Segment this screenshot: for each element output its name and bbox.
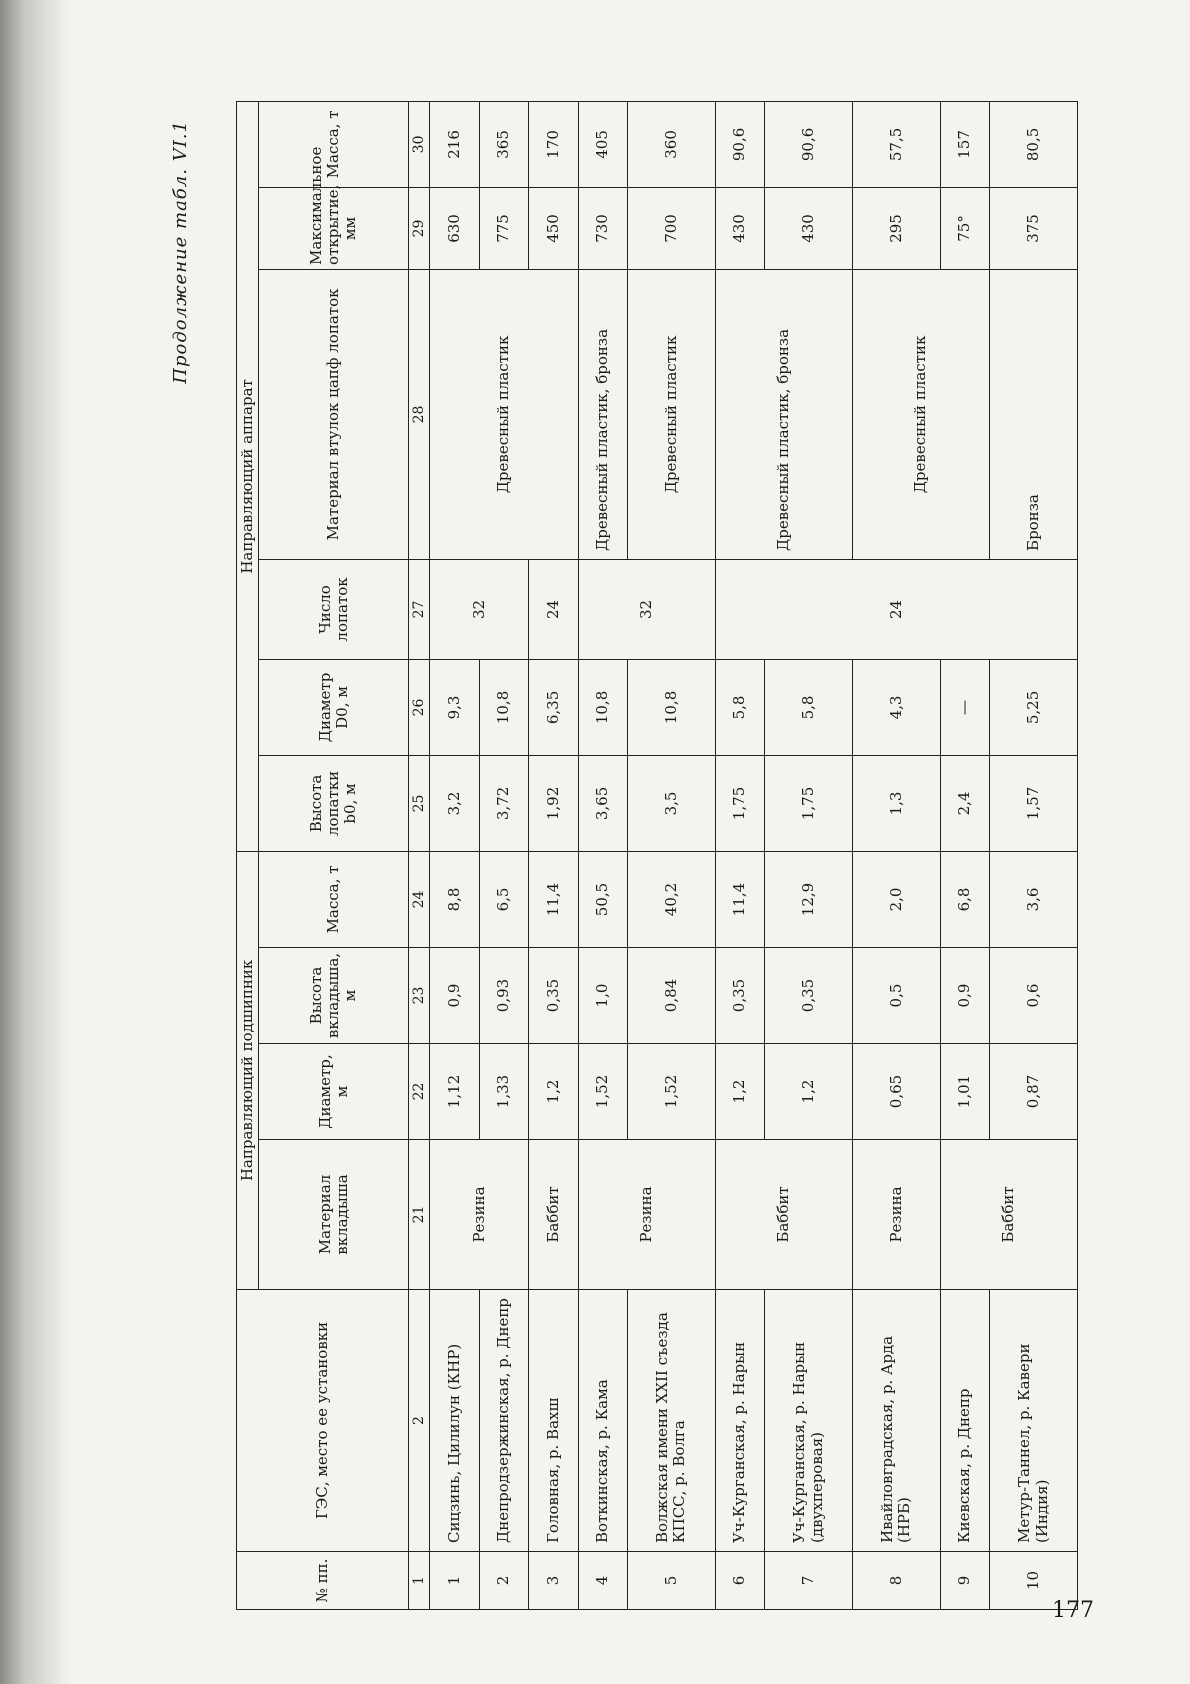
cell-d0: 10,8 [578, 659, 627, 755]
cell-liner-height: 0,35 [765, 948, 853, 1044]
cell-no: 2 [479, 1552, 528, 1610]
cell-max-opening: 630 [430, 187, 479, 269]
table-row [990, 101, 1078, 1609]
scan-edge-shadow [0, 0, 70, 1684]
col-header-blade-height: Высота лопатки b0, м [259, 755, 409, 851]
table-row [628, 101, 716, 1609]
column-number: 21 [409, 1140, 430, 1290]
column-number-row [409, 101, 430, 1609]
cell-mass: 157 [940, 101, 989, 187]
cell-blade-height: 1,3 [852, 755, 940, 851]
cell-station: Сицзинь, Цилилун (КНР) [430, 1290, 479, 1552]
cell-bushing-material: Древесный пластик, бронза [578, 269, 627, 559]
cell-station: Уч-Курганская, р. Нарын (двухперовая) [765, 1290, 853, 1552]
cell-bushing-material: Древесный пластик [628, 269, 716, 559]
cell-no: 4 [578, 1552, 627, 1610]
cell-blade-count: 24 [715, 559, 1077, 659]
cell-diameter: 1,2 [765, 1044, 853, 1140]
cell-blade-height: 3,5 [628, 755, 716, 851]
cell-d0: 4,3 [852, 659, 940, 755]
cell-liner-height: 0,6 [990, 948, 1078, 1044]
cell-blade-height: 1,57 [990, 755, 1078, 851]
table-caption: Продолжение табл. VI.1 [170, 120, 191, 384]
cell-station: Метур-Таннел, р. Кавери (Индия) [990, 1290, 1078, 1552]
cell-mass: 360 [628, 101, 716, 187]
data-table [236, 101, 1078, 1610]
column-number: 27 [409, 559, 430, 659]
cell-liner-height: 0,35 [715, 948, 764, 1044]
column-number: 25 [409, 755, 430, 851]
col-header-blade-count: Число лопаток [259, 559, 409, 659]
cell-diameter: 1,52 [578, 1044, 627, 1140]
col-header-no: № пп. [237, 1552, 409, 1610]
cell-d0: 5,25 [990, 659, 1078, 755]
col-header-bearing-mass: Масса, т [259, 851, 409, 947]
column-number: 26 [409, 659, 430, 755]
column-number: 24 [409, 851, 430, 947]
page-number: 177 [1052, 1598, 1094, 1623]
cell-diameter: 1,2 [529, 1044, 578, 1140]
group-header-apparatus: Направляющий аппарат [237, 101, 259, 851]
cell-d0: — [940, 659, 989, 755]
cell-blade-height: 3,2 [430, 755, 479, 851]
cell-d0: 10,8 [479, 659, 528, 755]
cell-max-opening: 75° [940, 187, 989, 269]
col-header-diameter-d0: Диаметр D0, м [259, 659, 409, 755]
cell-no: 9 [940, 1552, 989, 1610]
cell-diameter: 1,01 [940, 1044, 989, 1140]
cell-blade-height: 3,65 [578, 755, 627, 851]
cell-no: 7 [765, 1552, 853, 1610]
cell-mass: 90,6 [765, 101, 853, 187]
rotated-table-area [170, 100, 1090, 1610]
cell-max-opening: 700 [628, 187, 716, 269]
cell-bearing-mass: 11,4 [529, 851, 578, 947]
column-number: 1 [409, 1552, 430, 1610]
cell-station: Уч-Курганская, р. Нарын [715, 1290, 764, 1552]
cell-liner-height: 1,0 [578, 948, 627, 1044]
cell-mass: 90,6 [715, 101, 764, 187]
cell-station: Головная, р. Вахш [529, 1290, 578, 1552]
cell-mass: 80,5 [990, 101, 1078, 187]
column-number: 30 [409, 101, 430, 187]
cell-blade-height: 1,75 [765, 755, 853, 851]
table-row [430, 101, 479, 1609]
col-header-diameter: Диаметр, м [259, 1044, 409, 1140]
cell-mass: 405 [578, 101, 627, 187]
cell-max-opening: 430 [765, 187, 853, 269]
cell-liner-material: Баббит [940, 1140, 1077, 1290]
cell-station: Воткинская, р. Кама [578, 1290, 627, 1552]
cell-bushing-material: Древесный пластик [430, 269, 578, 559]
cell-station: Днепродзержинская, р. Днепр [479, 1290, 528, 1552]
cell-d0: 10,8 [628, 659, 716, 755]
cell-d0: 5,8 [715, 659, 764, 755]
col-header-max-opening: Максимальное открытие, мм [259, 187, 409, 269]
cell-d0: 9,3 [430, 659, 479, 755]
column-number: 22 [409, 1044, 430, 1140]
cell-bearing-mass: 11,4 [715, 851, 764, 947]
column-number: 23 [409, 948, 430, 1044]
cell-bearing-mass: 40,2 [628, 851, 716, 947]
cell-max-opening: 730 [578, 187, 627, 269]
cell-liner-height: 0,35 [529, 948, 578, 1044]
cell-bearing-mass: 6,5 [479, 851, 528, 947]
cell-no: 1 [430, 1552, 479, 1610]
cell-liner-material: Баббит [529, 1140, 578, 1290]
cell-d0: 5,8 [765, 659, 853, 755]
cell-liner-material: Резина [852, 1140, 940, 1290]
cell-blade-height: 1,92 [529, 755, 578, 851]
cell-no: 3 [529, 1552, 578, 1610]
cell-max-opening: 430 [715, 187, 764, 269]
cell-bearing-mass: 6,8 [940, 851, 989, 947]
cell-liner-material: Резина [578, 1140, 715, 1290]
cell-liner-height: 0,93 [479, 948, 528, 1044]
cell-station: Киевская, р. Днепр [940, 1290, 989, 1552]
cell-bushing-material: Бронза [990, 269, 1078, 559]
cell-liner-height: 0,5 [852, 948, 940, 1044]
cell-blade-count: 32 [578, 559, 715, 659]
cell-diameter: 1,52 [628, 1044, 716, 1140]
cell-no: 6 [715, 1552, 764, 1610]
cell-max-opening: 375 [990, 187, 1078, 269]
cell-bearing-mass: 3,6 [990, 851, 1078, 947]
cell-blade-height: 3,72 [479, 755, 528, 851]
column-number: 29 [409, 187, 430, 269]
cell-liner-height: 0,84 [628, 948, 716, 1044]
column-number: 28 [409, 269, 430, 559]
cell-diameter: 1,12 [430, 1044, 479, 1140]
cell-mass: 365 [479, 101, 528, 187]
cell-liner-material: Резина [430, 1140, 529, 1290]
cell-d0: 6,35 [529, 659, 578, 755]
cell-diameter: 1,2 [715, 1044, 764, 1140]
col-header-liner-height: Высота вкладыша, м [259, 948, 409, 1044]
cell-mass: 170 [529, 101, 578, 187]
cell-no: 5 [628, 1552, 716, 1610]
table-row [715, 101, 764, 1609]
col-header-bushing-material: Материал втулок цапф лопаток [259, 269, 409, 559]
cell-liner-height: 0,9 [940, 948, 989, 1044]
cell-blade-count: 24 [529, 559, 578, 659]
cell-bushing-material: Древесный пластик [852, 269, 989, 559]
cell-station: Волжская имени XXII съезда КПСС, р. Волга [628, 1290, 716, 1552]
col-header-liner-material: Материал вкладыша [259, 1140, 409, 1290]
cell-liner-material: Баббит [715, 1140, 852, 1290]
cell-bushing-material: Древесный пластик, бронза [715, 269, 852, 559]
cell-no: 10 [990, 1552, 1078, 1610]
cell-liner-height: 0,9 [430, 948, 479, 1044]
cell-blade-height: 1,75 [715, 755, 764, 851]
column-number: 2 [409, 1290, 430, 1552]
cell-blade-height: 2,4 [940, 755, 989, 851]
cell-bearing-mass: 8,8 [430, 851, 479, 947]
cell-bearing-mass: 2,0 [852, 851, 940, 947]
header-row-group [237, 101, 259, 1609]
cell-diameter: 0,65 [852, 1044, 940, 1140]
col-header-station: ГЭС, место ее установки [237, 1290, 409, 1552]
cell-diameter: 0,87 [990, 1044, 1078, 1140]
group-header-bearing: Направляющий подшипник [237, 851, 259, 1289]
col-header-apparatus-mass: Масса, т [259, 101, 409, 187]
cell-no: 8 [852, 1552, 940, 1610]
cell-diameter: 1,33 [479, 1044, 528, 1140]
cell-max-opening: 450 [529, 187, 578, 269]
cell-mass: 57,5 [852, 101, 940, 187]
cell-bearing-mass: 50,5 [578, 851, 627, 947]
cell-bearing-mass: 12,9 [765, 851, 853, 947]
cell-station: Ивайловградская, р. Арда (НРБ) [852, 1290, 940, 1552]
cell-max-opening: 775 [479, 187, 528, 269]
cell-blade-count: 32 [430, 559, 529, 659]
cell-max-opening: 295 [852, 187, 940, 269]
table-row [578, 101, 627, 1609]
cell-mass: 216 [430, 101, 479, 187]
table-row [852, 101, 940, 1609]
